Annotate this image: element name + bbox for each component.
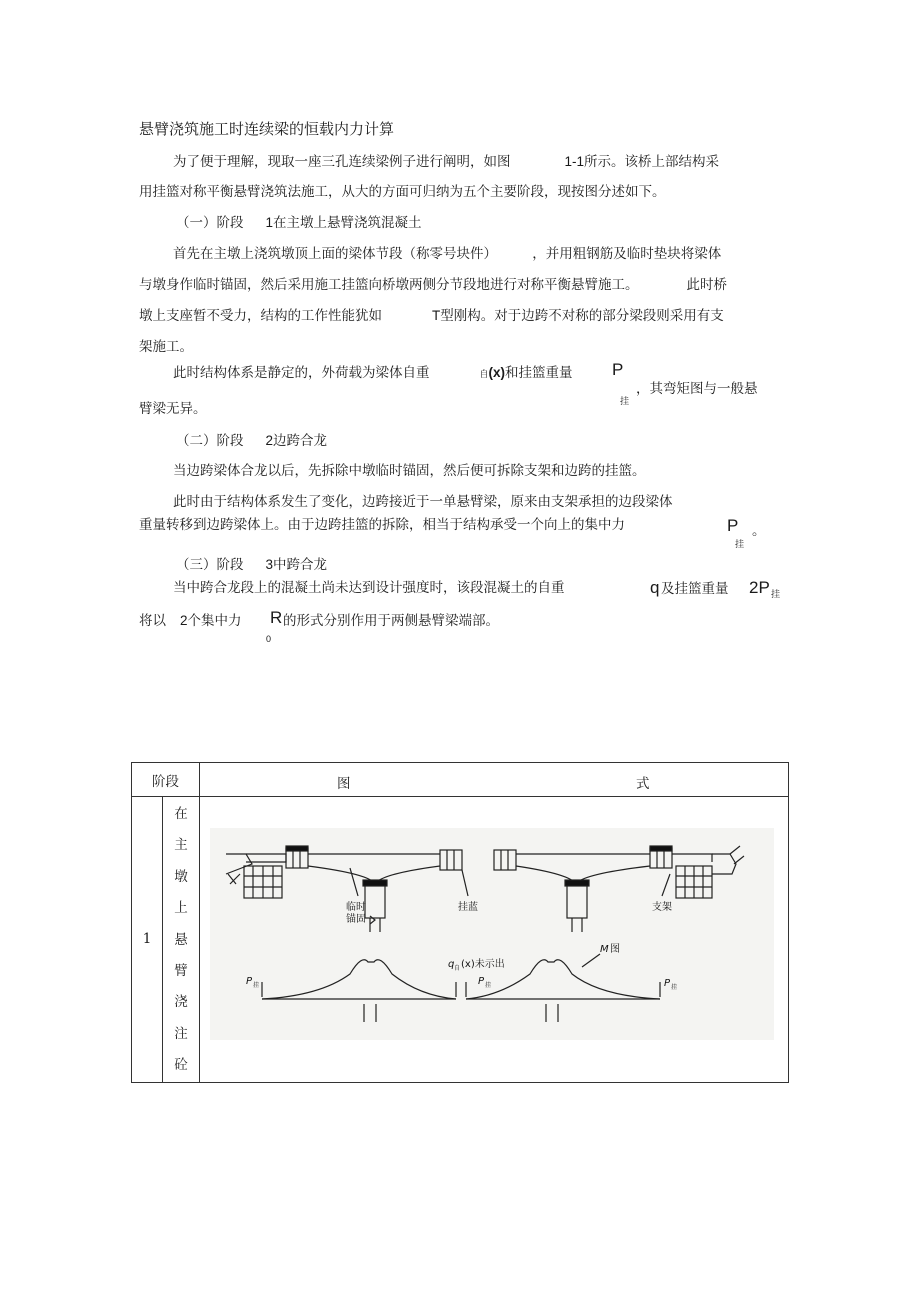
- s3-l2b: 2: [180, 613, 188, 628]
- s1-p2-l1b: 和挂篮重量: [505, 365, 573, 381]
- label-q: q: [448, 959, 455, 971]
- label-P1-sub: 挂: [253, 982, 260, 990]
- row1-desc-char: 臂: [174, 963, 188, 980]
- s1-p2-Psub: 挂: [620, 397, 630, 407]
- s3-q: q: [650, 578, 660, 597]
- label-P3: P: [664, 978, 671, 990]
- label-support: 支架: [652, 902, 672, 914]
- row1-number: 1: [132, 797, 163, 1083]
- label-anchor-2: 锚固: [346, 914, 366, 926]
- s1-p1-l1a: 首先在主墩上浇筑墩顶上面的梁体节段（称零号块件）: [173, 246, 491, 262]
- s3-p1-line1: 当中跨合龙段上的混凝土尚未达到设计强度时，该段混凝土的自重: [173, 580, 565, 596]
- intro-text-c: 所示。该桥上部结构采: [584, 154, 720, 170]
- s1-p1-l1b: ，并用粗钢筋及临时垫块将梁体: [532, 246, 722, 262]
- label-M: M: [600, 944, 609, 956]
- s3-l1b: 及挂篮重量: [661, 581, 729, 597]
- s1-p2-l1c: ，其弯矩图与一般悬: [636, 381, 758, 397]
- s3-l2a: 将以: [139, 613, 166, 629]
- s1-p2-x: (x): [488, 365, 506, 380]
- stage1-heading: [176, 214, 422, 232]
- figure-ref: 1-1: [564, 154, 585, 169]
- stage1-heading-num: 1: [265, 215, 274, 230]
- s3-p1-line2: [139, 612, 242, 630]
- row1-desc-text: [163, 797, 199, 1082]
- row1-desc-char: 浇: [174, 994, 188, 1011]
- s3-R: R: [270, 608, 283, 627]
- row1-desc-char: 注: [174, 1025, 188, 1042]
- label-P3-sub: 挂: [671, 984, 678, 992]
- row1-desc-char: 主: [174, 837, 188, 854]
- s1-p2-sub: 自: [479, 370, 489, 380]
- s1-p2-l1a: 此时结构体系是静定的，外荷载为梁体自重: [173, 365, 430, 381]
- header-fig1: 图: [337, 776, 351, 792]
- intro-text-a: 为了便于理解，现取一座三孔连续梁例子进行阐明，如图: [173, 154, 511, 170]
- intro-line-2: 用挂篮对称平衡悬臂浇筑法施工，从大的方面可归纳为五个主要阶段，现按图分述如下。: [139, 184, 666, 200]
- figure-bg: [210, 828, 774, 1040]
- s2-end: 。: [752, 523, 766, 539]
- s3-2P: 2P: [749, 578, 770, 597]
- header-figure: [200, 763, 789, 797]
- label-M-rest: 图: [610, 944, 620, 956]
- stage2-heading-a: （二）阶段: [176, 433, 244, 449]
- label-q-rest: (x)未示出: [461, 959, 505, 971]
- s2-p1: 当边跨梁体合龙以后，先拆除中墩临时锚固，然后便可拆除支架和边跨的挂篮。: [173, 463, 646, 479]
- stage3-heading-c: 中跨合龙: [273, 557, 328, 573]
- stage2-heading-c: 边跨合龙: [273, 433, 328, 449]
- s1-p1-line3: [139, 307, 724, 325]
- row1-desc-char: 上: [174, 900, 188, 917]
- s1-p1-l2a: 与墩身作临时锚固，然后采用施工挂篮向桥墩两侧分节段地进行对称平衡悬臂施工。: [139, 277, 639, 293]
- row1-desc-char: 墩: [174, 868, 188, 885]
- s1-p1-l3b: T: [432, 308, 441, 323]
- s3-2Psub: 挂: [771, 590, 781, 600]
- header-stage: 阶段: [132, 763, 200, 797]
- s2-p2-line1: 此时由于结构体系发生了变化，边跨接近于一单悬臂梁，原来由支架承担的边段梁体: [173, 494, 673, 510]
- page-title: 悬臂浇筑施工时连续梁的恒载内力计算: [139, 120, 395, 138]
- bridge-diagram: [200, 814, 788, 1064]
- stage2-heading: [176, 432, 327, 450]
- s3-l2c: 个集中力: [187, 613, 242, 629]
- s1-p1-line1: [173, 245, 721, 263]
- s2-Psub: 挂: [735, 540, 745, 550]
- s1-p1-line2: [139, 276, 727, 294]
- s2-p2-line2: 重量转移到边跨梁体上。由于边跨挂篮的拆除，相当于结构承受一个向上的集中力: [139, 517, 625, 533]
- label-P1: P: [246, 976, 253, 988]
- s1-p2-line1: [173, 364, 573, 384]
- s1-p1-l3a: 墩上支座暂不受力，结构的工作性能犹如: [139, 308, 382, 324]
- label-P2-sub: 挂: [485, 982, 492, 990]
- row1-desc-char: 在: [174, 806, 188, 822]
- s1-p2-P: P: [612, 360, 624, 379]
- row1-desc-char: 悬: [174, 931, 188, 948]
- s2-P: P: [727, 516, 739, 535]
- s1-p2-line2: 臂梁无异。: [139, 401, 207, 417]
- basket-r2-top: [650, 846, 672, 851]
- s1-p1-l3c: 型刚构。对于边跨不对称的部分梁段则采用有支: [440, 308, 724, 324]
- header-fig2: 式: [636, 776, 650, 792]
- stage3-heading-a: （三）阶段: [176, 557, 244, 573]
- label-basket: 挂蓝: [458, 902, 478, 914]
- s3-Rsub: 0: [266, 634, 272, 644]
- row1-desc: [163, 797, 200, 1083]
- intro-line-1: [173, 153, 719, 171]
- s3-l2d: 的形式分别作用于两侧悬臂梁端部。: [283, 613, 499, 629]
- label-P2: P: [478, 976, 485, 988]
- label-q-sub: 自: [454, 965, 461, 973]
- row1-desc-char: 砼: [174, 1057, 188, 1074]
- stage3-heading-num: 3: [265, 557, 274, 572]
- stage-table: [131, 762, 789, 1083]
- row1-figure-cell: [200, 797, 789, 1083]
- stage3-heading: [176, 556, 327, 574]
- stage1-heading-a: （一）阶段: [176, 215, 244, 231]
- stage1-heading-c: 在主墩上悬臂浇筑混凝土: [273, 215, 422, 231]
- stage2-heading-num: 2: [265, 433, 274, 448]
- s1-p1-line4: 架施工。: [139, 339, 193, 355]
- s1-p1-l2b: 此时桥: [686, 277, 727, 293]
- label-anchor-1: 临时: [346, 902, 366, 914]
- basket-l1-top: [286, 846, 308, 851]
